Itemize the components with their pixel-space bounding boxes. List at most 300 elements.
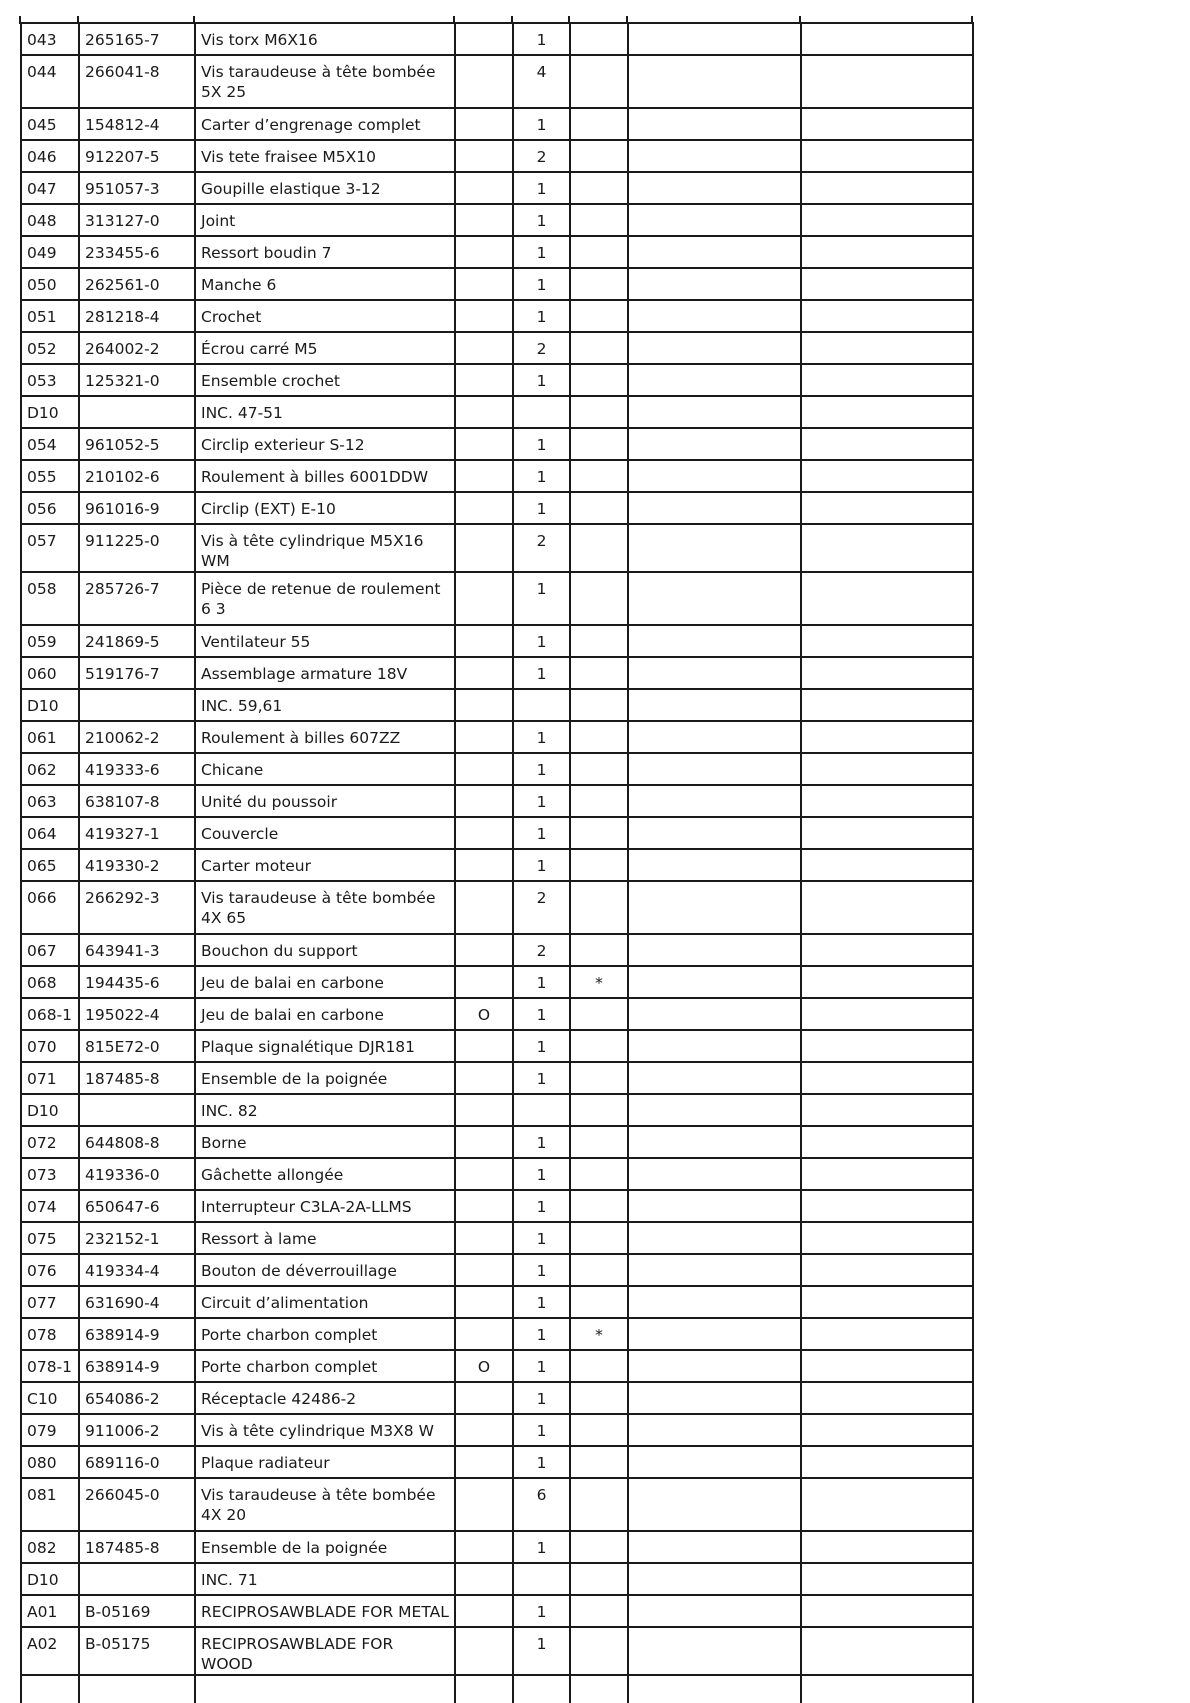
part-number-cell: 125321-0 xyxy=(79,364,195,396)
note-cell: * xyxy=(570,966,628,998)
quantity-cell: 1 xyxy=(513,572,570,625)
note-cell xyxy=(570,817,628,849)
item-number-cell: 054 xyxy=(21,428,79,460)
part-number-cell: B-05169 xyxy=(79,1595,195,1627)
note-cell xyxy=(570,1158,628,1190)
option-cell xyxy=(455,625,513,657)
blank-cell xyxy=(801,55,973,108)
note-cell xyxy=(570,689,628,721)
description-cell: Réceptacle 42486-2 xyxy=(195,1382,455,1414)
item-number-cell: 080 xyxy=(21,1446,79,1478)
description-cell: INC. 82 xyxy=(195,1094,455,1126)
note-cell xyxy=(570,849,628,881)
blank-cell xyxy=(195,1675,455,1703)
note-cell xyxy=(570,1094,628,1126)
quantity-cell: 1 xyxy=(513,1190,570,1222)
description-cell: Ressort à lame xyxy=(195,1222,455,1254)
description-cell: Plaque signalétique DJR181 xyxy=(195,1030,455,1062)
part-number-cell: 187485-8 xyxy=(79,1531,195,1563)
blank-cell xyxy=(801,1446,973,1478)
description-cell: Crochet xyxy=(195,300,455,332)
option-cell xyxy=(455,1478,513,1531)
blank-cell xyxy=(628,23,801,55)
item-number-cell: 073 xyxy=(21,1158,79,1190)
quantity-cell: 2 xyxy=(513,524,570,572)
note-cell xyxy=(570,1030,628,1062)
item-number-cell: 074 xyxy=(21,1190,79,1222)
blank-cell xyxy=(628,332,801,364)
option-cell xyxy=(455,204,513,236)
note-cell xyxy=(570,172,628,204)
blank-cell xyxy=(801,1094,973,1126)
note-cell xyxy=(570,1286,628,1318)
blank-cell xyxy=(628,1675,801,1703)
quantity-cell: 1 xyxy=(513,108,570,140)
option-cell xyxy=(455,1158,513,1190)
table-row xyxy=(21,1350,973,1382)
description-cell: Carter d’engrenage complet xyxy=(195,108,455,140)
quantity-cell: 1 xyxy=(513,1531,570,1563)
part-number-cell: 961052-5 xyxy=(79,428,195,460)
table-row xyxy=(21,1627,973,1675)
blank-cell xyxy=(21,1675,79,1703)
blank-cell xyxy=(628,460,801,492)
blank-cell xyxy=(801,492,973,524)
option-cell xyxy=(455,1190,513,1222)
table-row xyxy=(21,204,973,236)
part-number-cell: 265165-7 xyxy=(79,23,195,55)
table-row xyxy=(21,881,973,934)
blank-cell xyxy=(801,1382,973,1414)
table-row xyxy=(21,1563,973,1595)
note-cell xyxy=(570,460,628,492)
blank-cell xyxy=(801,1531,973,1563)
part-number-cell xyxy=(79,396,195,428)
blank-cell xyxy=(801,396,973,428)
item-number-cell: D10 xyxy=(21,1563,79,1595)
quantity-cell: 2 xyxy=(513,332,570,364)
quantity-cell: 4 xyxy=(513,55,570,108)
quantity-cell xyxy=(513,1563,570,1595)
note-cell xyxy=(570,785,628,817)
table-row xyxy=(21,524,973,572)
quantity-cell: 1 xyxy=(513,966,570,998)
table-row xyxy=(21,1286,973,1318)
table-row xyxy=(21,236,973,268)
blank-cell xyxy=(628,817,801,849)
table-row xyxy=(21,998,973,1030)
blank-cell xyxy=(628,966,801,998)
quantity-cell: 1 xyxy=(513,1030,570,1062)
parts-table-body xyxy=(21,23,973,1703)
item-number-cell: 078-1 xyxy=(21,1350,79,1382)
table-row xyxy=(21,657,973,689)
table-row xyxy=(21,23,973,55)
description-cell: INC. 47-51 xyxy=(195,396,455,428)
item-number-cell: 044 xyxy=(21,55,79,108)
option-cell xyxy=(455,1318,513,1350)
part-number-cell: 233455-6 xyxy=(79,236,195,268)
description-cell: Jeu de balai en carbone xyxy=(195,966,455,998)
blank-cell xyxy=(513,1675,570,1703)
quantity-cell: 1 xyxy=(513,1350,570,1382)
option-cell xyxy=(455,428,513,460)
blank-cell xyxy=(628,1627,801,1675)
note-cell xyxy=(570,300,628,332)
table-row xyxy=(21,55,973,108)
item-number-cell: 066 xyxy=(21,881,79,934)
description-cell: Borne xyxy=(195,1126,455,1158)
part-number-cell: 419336-0 xyxy=(79,1158,195,1190)
table-row xyxy=(21,1531,973,1563)
option-cell xyxy=(455,572,513,625)
blank-cell xyxy=(801,1563,973,1595)
option-cell xyxy=(455,332,513,364)
option-cell xyxy=(455,1094,513,1126)
option-cell xyxy=(455,849,513,881)
blank-cell xyxy=(628,572,801,625)
blank-cell xyxy=(801,1595,973,1627)
part-number-cell: 194435-6 xyxy=(79,966,195,998)
blank-cell xyxy=(628,492,801,524)
quantity-cell: 1 xyxy=(513,657,570,689)
option-cell xyxy=(455,881,513,934)
quantity-cell: 1 xyxy=(513,1286,570,1318)
quantity-cell: 1 xyxy=(513,1062,570,1094)
item-number-cell: 081 xyxy=(21,1478,79,1531)
note-cell xyxy=(570,1531,628,1563)
part-number-cell: 419330-2 xyxy=(79,849,195,881)
table-row xyxy=(21,332,973,364)
option-cell xyxy=(455,460,513,492)
description-cell: Assemblage armature 18V xyxy=(195,657,455,689)
description-cell: Vis à tête cylindrique M5X16 WM xyxy=(195,524,455,572)
part-number-cell: 187485-8 xyxy=(79,1062,195,1094)
note-cell xyxy=(570,721,628,753)
quantity-cell: 6 xyxy=(513,1478,570,1531)
part-number-cell: 951057-3 xyxy=(79,172,195,204)
part-number-cell: 266045-0 xyxy=(79,1478,195,1531)
quantity-cell: 1 xyxy=(513,625,570,657)
option-cell xyxy=(455,817,513,849)
blank-cell xyxy=(801,572,973,625)
blank-cell xyxy=(801,721,973,753)
item-number-cell: 067 xyxy=(21,934,79,966)
option-cell xyxy=(455,396,513,428)
quantity-cell: 1 xyxy=(513,785,570,817)
note-cell xyxy=(570,1478,628,1531)
note-cell: * xyxy=(570,1318,628,1350)
table-row xyxy=(21,817,973,849)
part-number-cell: 313127-0 xyxy=(79,204,195,236)
blank-cell xyxy=(628,1446,801,1478)
blank-cell xyxy=(628,1094,801,1126)
quantity-cell: 2 xyxy=(513,140,570,172)
note-cell xyxy=(570,396,628,428)
table-row xyxy=(21,140,973,172)
item-number-cell: 058 xyxy=(21,572,79,625)
table-row xyxy=(21,300,973,332)
blank-cell xyxy=(628,1350,801,1382)
table-row xyxy=(21,364,973,396)
blank-cell xyxy=(628,657,801,689)
description-cell: Ensemble crochet xyxy=(195,364,455,396)
item-number-cell: 046 xyxy=(21,140,79,172)
part-number-cell: 419333-6 xyxy=(79,753,195,785)
parts-table xyxy=(20,22,974,1703)
note-cell xyxy=(570,140,628,172)
quantity-cell: 1 xyxy=(513,1414,570,1446)
table-row xyxy=(21,460,973,492)
option-cell xyxy=(455,657,513,689)
option-cell xyxy=(455,785,513,817)
blank-cell xyxy=(801,1030,973,1062)
blank-cell xyxy=(801,300,973,332)
blank-cell xyxy=(628,1414,801,1446)
part-number-cell: 638914-9 xyxy=(79,1318,195,1350)
note-cell xyxy=(570,428,628,460)
option-cell xyxy=(455,1126,513,1158)
quantity-cell: 1 xyxy=(513,23,570,55)
item-number-cell: A01 xyxy=(21,1595,79,1627)
quantity-cell: 1 xyxy=(513,817,570,849)
item-number-cell: D10 xyxy=(21,396,79,428)
note-cell xyxy=(570,108,628,140)
quantity-cell: 1 xyxy=(513,268,570,300)
quantity-cell: 1 xyxy=(513,492,570,524)
quantity-cell: 1 xyxy=(513,1126,570,1158)
blank-cell xyxy=(628,1286,801,1318)
item-number-cell: D10 xyxy=(21,689,79,721)
table-row xyxy=(21,1126,973,1158)
option-cell xyxy=(455,1382,513,1414)
part-number-cell: 911225-0 xyxy=(79,524,195,572)
part-number-cell: 266292-3 xyxy=(79,881,195,934)
part-number-cell: 689116-0 xyxy=(79,1446,195,1478)
table-row xyxy=(21,492,973,524)
note-cell xyxy=(570,1350,628,1382)
blank-cell xyxy=(628,364,801,396)
blank-cell xyxy=(801,524,973,572)
description-cell: Bouton de déverrouillage xyxy=(195,1254,455,1286)
quantity-cell xyxy=(513,1094,570,1126)
table-row xyxy=(21,1062,973,1094)
option-cell xyxy=(455,1030,513,1062)
table-row xyxy=(21,934,973,966)
quantity-cell: 1 xyxy=(513,1158,570,1190)
note-cell xyxy=(570,1382,628,1414)
item-number-cell: 078 xyxy=(21,1318,79,1350)
blank-cell xyxy=(628,849,801,881)
quantity-cell: 1 xyxy=(513,998,570,1030)
item-number-cell: 051 xyxy=(21,300,79,332)
description-cell: Joint xyxy=(195,204,455,236)
blank-cell xyxy=(628,1158,801,1190)
blank-cell xyxy=(801,172,973,204)
table-row xyxy=(21,1254,973,1286)
note-cell xyxy=(570,998,628,1030)
part-number-cell: 210062-2 xyxy=(79,721,195,753)
part-number-cell: 195022-4 xyxy=(79,998,195,1030)
blank-cell xyxy=(628,1030,801,1062)
option-cell xyxy=(455,1414,513,1446)
blank-cell xyxy=(801,1414,973,1446)
quantity-cell: 1 xyxy=(513,1446,570,1478)
table-row xyxy=(21,1446,973,1478)
quantity-cell: 1 xyxy=(513,428,570,460)
description-cell: Ensemble de la poignée xyxy=(195,1531,455,1563)
blank-cell xyxy=(628,300,801,332)
item-number-cell: 052 xyxy=(21,332,79,364)
note-cell xyxy=(570,753,628,785)
description-cell: Jeu de balai en carbone xyxy=(195,998,455,1030)
blank-cell xyxy=(801,140,973,172)
item-number-cell: A02 xyxy=(21,1627,79,1675)
description-cell: RECIPROSAWBLADE FOR WOOD xyxy=(195,1627,455,1675)
item-number-cell: 057 xyxy=(21,524,79,572)
part-number-cell: 241869-5 xyxy=(79,625,195,657)
blank-cell xyxy=(801,268,973,300)
description-cell: Bouchon du support xyxy=(195,934,455,966)
table-row xyxy=(21,625,973,657)
table-row xyxy=(21,428,973,460)
quantity-cell: 1 xyxy=(513,1595,570,1627)
description-cell: Ventilateur 55 xyxy=(195,625,455,657)
quantity-cell: 1 xyxy=(513,300,570,332)
note-cell xyxy=(570,23,628,55)
note-cell xyxy=(570,1190,628,1222)
quantity-cell: 2 xyxy=(513,934,570,966)
quantity-cell: 1 xyxy=(513,460,570,492)
option-cell xyxy=(455,1531,513,1563)
option-cell: O xyxy=(455,998,513,1030)
blank-cell xyxy=(801,428,973,460)
quantity-cell xyxy=(513,396,570,428)
blank-cell xyxy=(628,524,801,572)
blank-cell xyxy=(628,998,801,1030)
blank-cell xyxy=(628,934,801,966)
blank-cell xyxy=(801,1062,973,1094)
table-row-continuation xyxy=(21,1675,973,1703)
option-cell xyxy=(455,1446,513,1478)
item-number-cell: 043 xyxy=(21,23,79,55)
table-row xyxy=(21,689,973,721)
option-cell xyxy=(455,300,513,332)
item-number-cell: 053 xyxy=(21,364,79,396)
blank-cell xyxy=(628,1531,801,1563)
note-cell xyxy=(570,881,628,934)
note-cell xyxy=(570,1222,628,1254)
part-number-cell: 419327-1 xyxy=(79,817,195,849)
blank-cell xyxy=(801,817,973,849)
blank-cell xyxy=(628,753,801,785)
option-cell xyxy=(455,1254,513,1286)
option-cell xyxy=(455,1595,513,1627)
blank-cell xyxy=(628,204,801,236)
part-number-cell: 210102-6 xyxy=(79,460,195,492)
description-cell: Vis à tête cylindrique M3X8 W xyxy=(195,1414,455,1446)
table-row xyxy=(21,1158,973,1190)
item-number-cell: 062 xyxy=(21,753,79,785)
part-number-cell: 638914-9 xyxy=(79,1350,195,1382)
table-row xyxy=(21,572,973,625)
description-cell: Chicane xyxy=(195,753,455,785)
note-cell xyxy=(570,524,628,572)
option-cell xyxy=(455,753,513,785)
part-number-cell: B-05175 xyxy=(79,1627,195,1675)
note-cell xyxy=(570,572,628,625)
item-number-cell: 064 xyxy=(21,817,79,849)
option-cell xyxy=(455,721,513,753)
blank-cell xyxy=(801,689,973,721)
blank-cell xyxy=(801,1627,973,1675)
option-cell xyxy=(455,55,513,108)
description-cell: Vis taraudeuse à tête bombée 5X 25 xyxy=(195,55,455,108)
item-number-cell: 065 xyxy=(21,849,79,881)
blank-cell xyxy=(801,1478,973,1531)
blank-cell xyxy=(801,625,973,657)
part-number-cell: 285726-7 xyxy=(79,572,195,625)
table-row xyxy=(21,1382,973,1414)
quantity-cell: 1 xyxy=(513,753,570,785)
item-number-cell: 068 xyxy=(21,966,79,998)
blank-cell xyxy=(801,998,973,1030)
table-row xyxy=(21,1478,973,1531)
table-row xyxy=(21,785,973,817)
quantity-cell xyxy=(513,689,570,721)
note-cell xyxy=(570,204,628,236)
description-cell: Roulement à billes 6001DDW xyxy=(195,460,455,492)
part-number-cell: 262561-0 xyxy=(79,268,195,300)
description-cell: Goupille elastique 3-12 xyxy=(195,172,455,204)
note-cell xyxy=(570,332,628,364)
blank-cell xyxy=(801,657,973,689)
table-row xyxy=(21,721,973,753)
table-row xyxy=(21,1595,973,1627)
blank-cell xyxy=(801,1318,973,1350)
description-cell: Vis taraudeuse à tête bombée 4X 20 xyxy=(195,1478,455,1531)
blank-cell xyxy=(801,849,973,881)
description-cell: Vis taraudeuse à tête bombée 4X 65 xyxy=(195,881,455,934)
description-cell: Vis torx M6X16 xyxy=(195,23,455,55)
quantity-cell: 1 xyxy=(513,364,570,396)
blank-cell xyxy=(79,1675,195,1703)
note-cell xyxy=(570,1446,628,1478)
blank-cell xyxy=(801,1126,973,1158)
blank-cell xyxy=(628,785,801,817)
description-cell: RECIPROSAWBLADE FOR METAL xyxy=(195,1595,455,1627)
note-cell xyxy=(570,1595,628,1627)
blank-cell xyxy=(628,625,801,657)
item-number-cell: 060 xyxy=(21,657,79,689)
item-number-cell: 055 xyxy=(21,460,79,492)
item-number-cell: 056 xyxy=(21,492,79,524)
description-cell: Manche 6 xyxy=(195,268,455,300)
option-cell xyxy=(455,1286,513,1318)
note-cell xyxy=(570,268,628,300)
blank-cell xyxy=(628,1382,801,1414)
blank-cell xyxy=(801,1190,973,1222)
blank-cell xyxy=(628,1254,801,1286)
option-cell xyxy=(455,1222,513,1254)
quantity-cell: 2 xyxy=(513,881,570,934)
item-number-cell: C10 xyxy=(21,1382,79,1414)
item-number-cell: 077 xyxy=(21,1286,79,1318)
description-cell: Pièce de retenue de roulement 6 3 xyxy=(195,572,455,625)
table-row xyxy=(21,172,973,204)
description-cell: Interrupteur C3LA-2A-LLMS xyxy=(195,1190,455,1222)
item-number-cell: 047 xyxy=(21,172,79,204)
